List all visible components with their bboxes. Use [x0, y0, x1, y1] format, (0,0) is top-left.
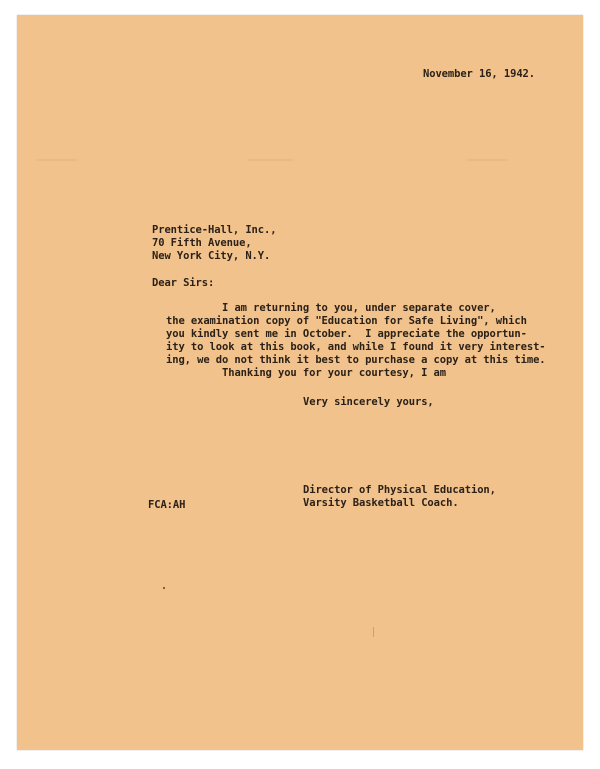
recipient-street: 70 Fifth Avenue,	[152, 237, 252, 249]
salutation: Dear Sirs:	[152, 277, 215, 289]
faint-mark	[467, 159, 507, 161]
body-line-3: you kindly sent me in October. I appreciate the opportun-	[166, 328, 527, 340]
letter-date: November 16, 1942.	[423, 68, 535, 80]
body-line-5: ing, we do not think it best to purchase a copy at this time.	[166, 354, 546, 366]
initials: FCA:AH	[148, 499, 186, 511]
closing: Very sincerely yours,	[303, 396, 434, 408]
recipient-name: Prentice-Hall, Inc.,	[152, 224, 277, 236]
signature-title-1: Director of Physical Education,	[303, 484, 496, 496]
letter-page	[17, 15, 583, 750]
thanks-line: Thanking you for your courtesy, I am	[222, 367, 446, 379]
ink-speck	[163, 587, 165, 589]
signature-title-2: Varsity Basketball Coach.	[303, 497, 459, 509]
paper-crease	[373, 627, 374, 637]
faint-mark	[37, 159, 77, 161]
recipient-city: New York City, N.Y.	[152, 250, 271, 262]
body-line-1: I am returning to you, under separate cover,	[222, 302, 496, 314]
body-line-2: the examination copy of "Education for Safe Living", which	[166, 315, 527, 327]
faint-mark	[247, 159, 293, 161]
body-line-4: ity to look at this book, and while I found it very interest-	[166, 341, 546, 353]
